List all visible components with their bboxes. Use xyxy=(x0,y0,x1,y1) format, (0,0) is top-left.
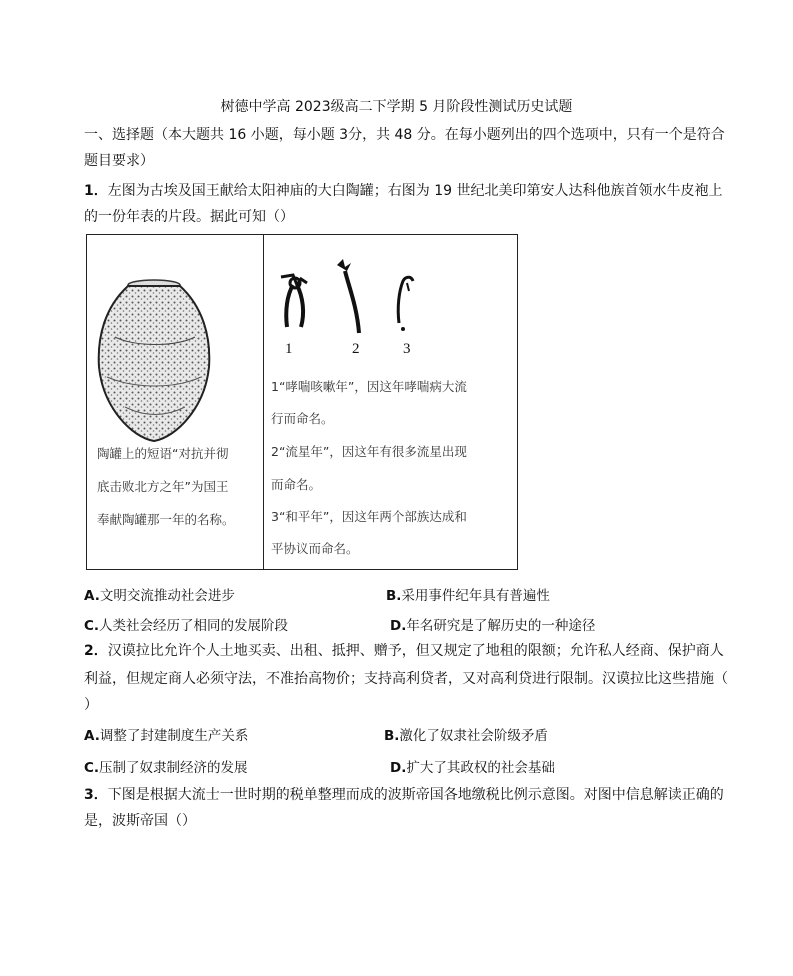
option-text: 采用事件纪年具有普遍性 xyxy=(401,588,550,604)
q1-stem-line2: 的一份年表的片段。据此可知（） xyxy=(84,209,294,225)
q2-option-a[interactable] xyxy=(84,724,248,744)
q2-option-c[interactable] xyxy=(84,756,248,776)
q1-option-a[interactable] xyxy=(84,584,235,604)
jar-caption-line3: 奉献陶罐那一年的名称。 xyxy=(97,512,235,527)
q3-stem-text1: 下图是根据大流士一世时期的税单整理而成的波斯帝国各地缴税比例示意图。对图中信息解读正确的 xyxy=(107,787,724,803)
chronicle-caption-line3: 2“流星年”，因这年有很多流星出现 xyxy=(271,444,467,459)
q3-stem-line2: 是，波斯帝国（） xyxy=(84,813,196,829)
q2-stem-text1: 汉谟拉比允许个人土地买卖、出租、抵押、赠予，但又规定了地租的限额；允许私人经商、保护商人 xyxy=(107,643,724,659)
q1-figure-table xyxy=(86,234,518,570)
option-letter: C. xyxy=(84,618,100,634)
q1-option-d[interactable] xyxy=(390,614,595,634)
option-letter: B. xyxy=(384,728,400,744)
pictograph-3-icon xyxy=(393,271,417,335)
q3-stem-line1 xyxy=(84,784,724,804)
pictograph-label-3: 3 xyxy=(403,341,411,357)
section-heading-line1: 一、选择题（本大题共 16 小题，每小题 3分，共 48 分。在每小题列出的四个选项中，只有一个是符合 xyxy=(84,127,725,143)
chronicle-caption-line1: 1“哮喘咳嗽年”，因这年哮喘病大流 xyxy=(271,379,467,394)
q2-option-d[interactable] xyxy=(390,756,555,776)
jar-caption-line2: 底击败北方之年”为国王 xyxy=(97,479,229,494)
option-text: 扩大了其政权的社会基础 xyxy=(406,760,555,776)
pictograph-1-icon xyxy=(275,271,311,335)
option-letter: D. xyxy=(390,618,407,634)
figure-divider xyxy=(263,235,264,569)
q2-option-b[interactable] xyxy=(384,724,548,744)
q1-stem-text1: 左图为古埃及国王献给太阳神庙的大白陶罐；右图为 19 世纪北美印第安人达科他族首领水牛皮袍上 xyxy=(107,183,723,199)
q1-stem-line1 xyxy=(84,180,722,200)
option-letter: A. xyxy=(84,728,100,744)
pictograph-label-2: 2 xyxy=(352,341,360,357)
option-text: 调整了封建制度生产关系 xyxy=(99,728,249,744)
q2-stem-line2: 利益，但规定商人必须守法，不准抬高物价；支持高利贷者，又对高利贷进行限制。汉谟拉比这些措施（ xyxy=(84,671,728,687)
option-text: 文明交流推动社会进步 xyxy=(99,588,235,604)
option-letter: B. xyxy=(386,588,402,604)
q3-number: 3． xyxy=(84,787,108,803)
q1-number: 1． xyxy=(84,183,108,199)
section-heading-line2: 题目要求） xyxy=(84,153,154,169)
chronicle-caption-line6: 平协议而命名。 xyxy=(271,541,359,556)
option-text: 激化了奴隶社会阶级矛盾 xyxy=(399,728,548,744)
chronicle-caption-line5: 3“和平年”，因这年两个部族达成和 xyxy=(271,509,467,524)
option-letter: D. xyxy=(390,760,407,776)
chronicle-caption-line2: 行而命名。 xyxy=(271,411,334,426)
q2-stem-line3: ） xyxy=(84,697,98,713)
pictograph-label-1: 1 xyxy=(285,341,293,357)
option-letter: A. xyxy=(84,588,100,604)
option-text: 压制了奴隶制经济的发展 xyxy=(99,760,248,776)
pictograph-2-icon xyxy=(331,257,371,337)
option-text: 人类社会经历了相同的发展阶段 xyxy=(99,618,289,634)
jar-caption-line1: 陶罐上的短语“对抗并彻 xyxy=(97,446,229,461)
exam-title: 树德中学高 2023级高二下学期 5 月阶段性测试历史试题 xyxy=(220,99,573,115)
white-pottery-jar-image xyxy=(95,277,213,445)
q1-option-b[interactable] xyxy=(386,584,550,604)
q2-number: 2． xyxy=(84,643,108,659)
option-letter: C. xyxy=(84,760,100,776)
q2-stem-line1 xyxy=(84,640,724,660)
q1-option-c[interactable] xyxy=(84,614,288,634)
chronicle-caption-line4: 而命名。 xyxy=(271,477,322,492)
option-text: 年名研究是了解历史的一种途径 xyxy=(406,618,596,634)
